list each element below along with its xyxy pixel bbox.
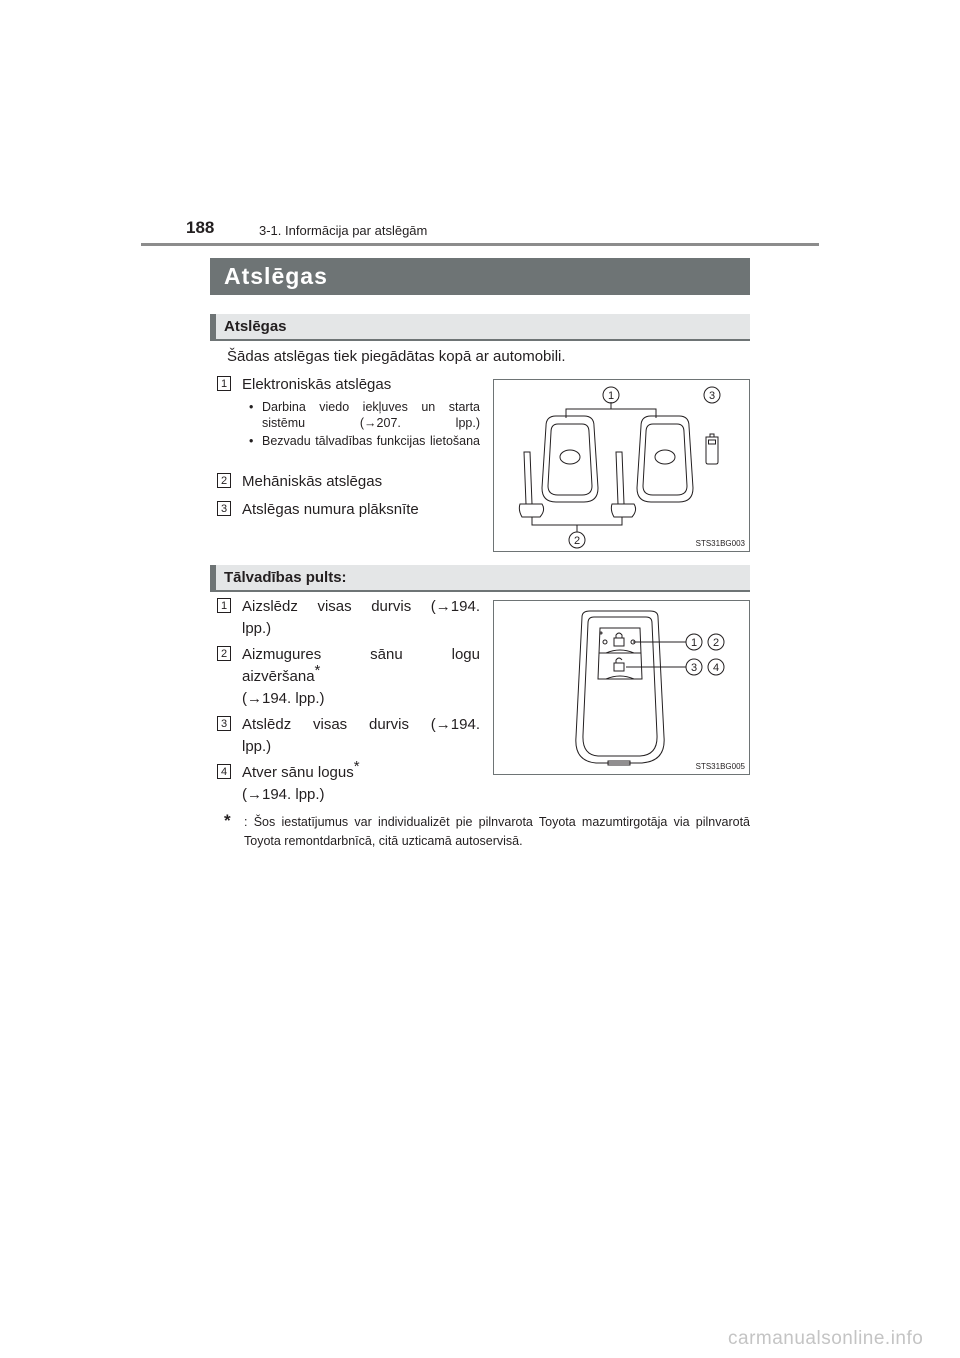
subheading-accent	[210, 565, 216, 590]
item-text: (→194. lpp.)	[242, 690, 325, 707]
callout-2: 2	[712, 637, 720, 649]
callout-3: 3	[690, 662, 698, 674]
item-text: lpp.)	[242, 620, 272, 637]
item-number-box: 1	[217, 598, 231, 613]
item-text: Mehāniskās atslēgas	[242, 473, 383, 490]
callout-4: 4	[712, 662, 720, 674]
remote-item-1	[217, 596, 480, 640]
section-label: 3-1. Informācija par atslēgām	[259, 223, 428, 238]
watermark: carmanualsonline.info	[728, 1328, 924, 1349]
title-bar	[210, 258, 750, 295]
item-text: Atslēdz visas durvis (→194.	[242, 716, 480, 733]
item-text: Aizmugures sānu logu	[242, 646, 480, 663]
item-number-box: 3	[217, 501, 231, 516]
callout-2: 2	[573, 535, 581, 547]
item-text-with-star	[242, 758, 480, 784]
footnote-text: : Šos iestatījumus var individualizēt pie pilnvarota Toyota mazumtirgotāja via pilnvarotā Toyota remontdarbnīcā, citā uzticamā autoservisā.	[244, 815, 750, 848]
item-text: (→194. lpp.)	[242, 786, 325, 803]
item-text: Atslēgas numura plāksnīte	[242, 501, 419, 518]
keys-illustration	[494, 380, 749, 551]
footnote	[224, 813, 750, 851]
figure-code: STS31BG005	[695, 762, 745, 771]
remote-item-2	[217, 644, 480, 710]
key-item-3	[217, 499, 480, 521]
footnote-mark: *	[224, 811, 231, 830]
keys-figure	[493, 379, 750, 552]
key-item-2	[217, 471, 480, 493]
bullet-item: • Bezvadu tālvadības funkcijas lietošana	[249, 433, 480, 449]
item-text: Atver sānu logus	[242, 764, 354, 781]
item-text: aizvēršana	[242, 668, 315, 685]
callout-1: 1	[690, 637, 698, 649]
item-text: Aizslēdz visas durvis (→194.	[242, 598, 480, 615]
remote-item-4	[217, 758, 480, 806]
footnote-star: *	[353, 758, 360, 775]
subheading-remote: Tālvadības pults:	[224, 569, 347, 586]
key-item-1	[217, 374, 480, 449]
footnote-star: *	[314, 662, 321, 679]
remote-illustration	[494, 601, 749, 774]
subheading-accent	[210, 314, 216, 339]
item-number-box: 1	[217, 376, 231, 391]
callout-1: 1	[607, 390, 615, 402]
bullet-item: • Darbina viedo iekļuves un starta sistēmu (→207. lpp.)	[249, 399, 480, 431]
callout-3: 3	[708, 390, 716, 402]
subheading-bar-keys	[210, 314, 750, 341]
item-text: Elektroniskās atslēgas	[242, 376, 392, 393]
remote-item-3	[217, 714, 480, 758]
page-title: Atslēgas	[224, 263, 328, 289]
item-number-box: 4	[217, 764, 231, 779]
figure-code: STS31BG003	[695, 539, 745, 548]
subheading-keys: Atslēgas	[224, 318, 287, 335]
item-text: lpp.)	[242, 738, 272, 755]
intro-text: Šādas atslēgas tiek piegādātas kopā ar automobili.	[227, 348, 566, 365]
page-number: 188	[186, 218, 215, 237]
subheading-bar-remote	[210, 565, 750, 592]
item-number-box: 3	[217, 716, 231, 731]
item-text-with-star	[242, 662, 480, 688]
item-number-box: 2	[217, 646, 231, 661]
item-number-box: 2	[217, 473, 231, 488]
remote-figure	[493, 600, 750, 775]
header-rule	[141, 243, 819, 246]
